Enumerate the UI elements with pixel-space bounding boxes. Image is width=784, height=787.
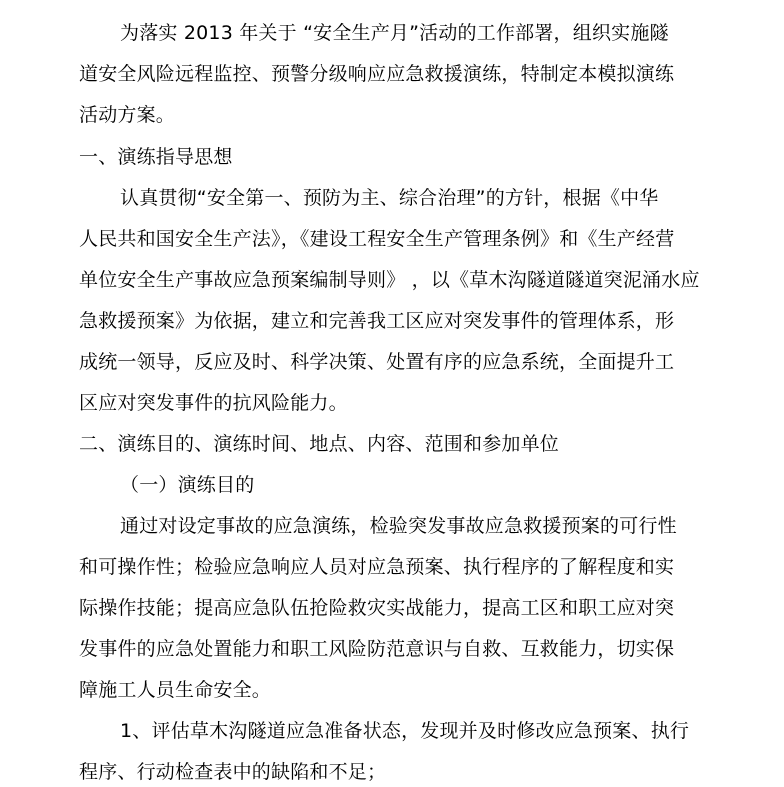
paragraph-intro-line-1: 为落实 2013 年关于 “安全生产月”活动的工作部署，组织实施隧 — [120, 22, 669, 44]
list-item-1-line-1: 1、评估草木沟隧道应急准备状态，发现并及时修改应急预案、执行 — [120, 720, 690, 742]
paragraph-guiding-line-1: 认真贯彻“安全第一、预防为主、综合治理”的方针，根据《中华 — [120, 187, 659, 209]
paragraph-intro-line-3: 活动方案。 — [79, 104, 176, 126]
paragraph-guiding-line-3: 单位安全生产事故应急预案编制导则》 ，以《草木沟隧道隧道突泥涌水应 — [79, 269, 700, 291]
paragraph-guiding-line-4: 急救援预案》为依据，建立和完善我工区应对突发事件的管理体系，形 — [79, 310, 675, 332]
paragraph-guiding-line-2: 人民共和国安全生产法》，《建设工程安全生产管理条例》和《生产经营 — [79, 228, 675, 250]
section-heading-2: 二、演练目的、演练时间、地点、内容、范围和参加单位 — [79, 433, 560, 455]
paragraph-purpose-line-1: 通过对设定事故的应急演练，检验突发事故应急救援预案的可行性 — [120, 515, 677, 537]
paragraph-purpose-line-5: 障施工人员生命安全。 — [79, 679, 272, 701]
paragraph-guiding-line-6: 区应对突发事件的抗风险能力。 — [79, 392, 348, 414]
subsection-heading-1: （一）演练目的 — [120, 474, 255, 496]
paragraph-purpose-line-2: 和可操作性；检验应急响应人员对应急预案、执行程序的了解程度和实 — [79, 556, 675, 578]
paragraph-guiding-line-5: 成统一领导，反应及时、科学决策、处置有序的应急系统，全面提升工 — [79, 351, 675, 373]
section-heading-1: 一、演练指导思想 — [79, 146, 233, 168]
paragraph-intro-line-2: 道安全风险远程监控、预警分级响应应急救援演练，特制定本模拟演练 — [79, 63, 675, 85]
paragraph-purpose-line-3: 际操作技能；提高应急队伍抢险救灾实战能力，提高工区和职工应对突 — [79, 597, 675, 619]
list-item-1-line-2: 程序、行动检查表中的缺陷和不足； — [79, 761, 387, 783]
paragraph-purpose-line-4: 发事件的应急处置能力和职工风险防范意识与自救、互救能力，切实保 — [79, 638, 675, 660]
